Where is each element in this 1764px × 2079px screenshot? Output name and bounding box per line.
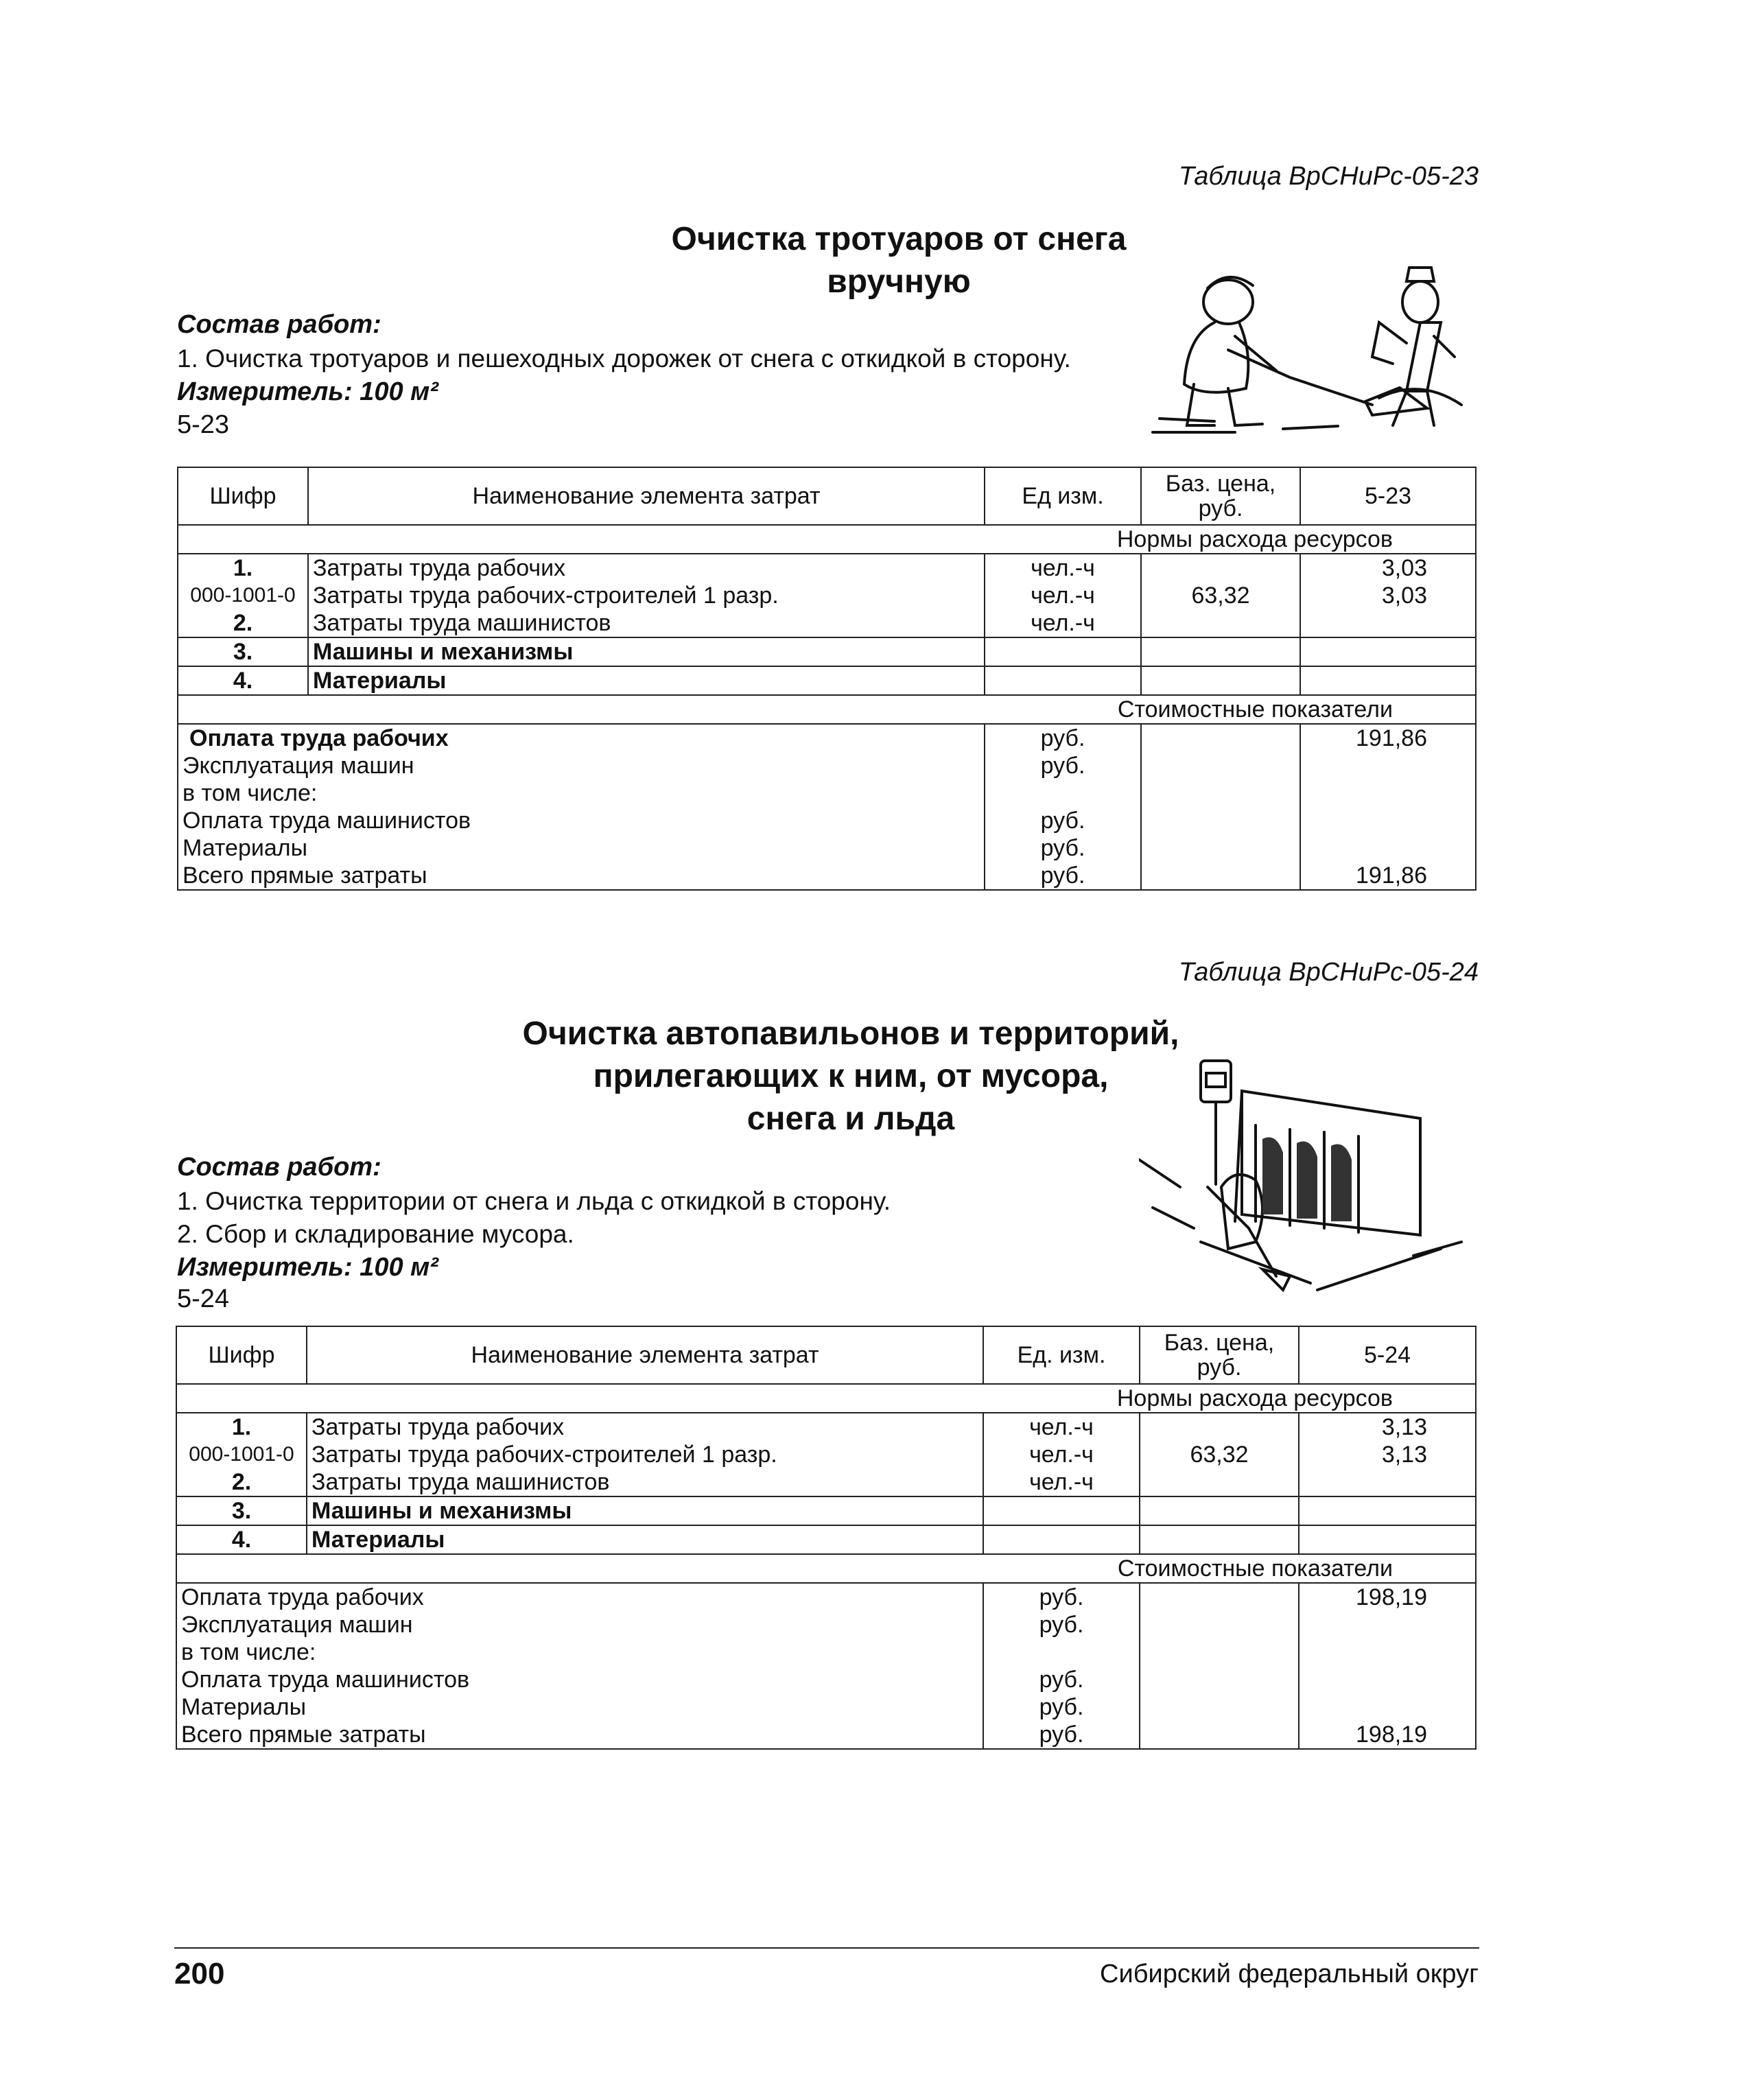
unit-cell: руб. xyxy=(983,1693,1140,1721)
unit-cell xyxy=(985,637,1141,666)
header-cell: Наименование элемента затрат xyxy=(308,467,985,525)
header-cell: 5-23 xyxy=(1300,467,1476,525)
value-cell xyxy=(1299,1611,1476,1638)
header-cell: Баз. цена, руб. xyxy=(1141,467,1300,525)
norm-code: 5-23 xyxy=(177,410,230,439)
price-cell xyxy=(1140,1525,1299,1554)
cost-name-cell: Оплата труда рабочих xyxy=(178,724,985,752)
name-cell: Затраты труда машинистов xyxy=(308,609,985,637)
header-cell: Ед. изм. xyxy=(983,1326,1140,1384)
cost-row xyxy=(178,724,1476,752)
price-cell xyxy=(1141,779,1300,807)
value-cell: 3,13 xyxy=(1299,1441,1476,1468)
code-cell: 2. xyxy=(176,1468,307,1496)
unit-cell: руб. xyxy=(985,807,1141,834)
value-cell xyxy=(1300,752,1476,779)
value-cell: 3,03 xyxy=(1300,554,1476,582)
price-cell xyxy=(1141,752,1300,779)
code-cell: 000-1001-0 xyxy=(176,1441,307,1468)
code-cell: 1. xyxy=(176,1413,307,1441)
unit-cell xyxy=(985,779,1141,807)
code-cell: 1. xyxy=(178,554,308,582)
cost-row xyxy=(176,1721,1476,1749)
cost-row xyxy=(178,834,1476,862)
title-line: вручную xyxy=(827,263,971,300)
value-cell: 198,19 xyxy=(1299,1721,1476,1749)
price-cell xyxy=(1140,1693,1299,1721)
cost-name-cell: Всего прямые затраты xyxy=(176,1721,983,1749)
title-line: прилегающих к ним, от мусора, xyxy=(593,1058,1109,1094)
table-header-row xyxy=(176,1326,1476,1384)
price-cell xyxy=(1140,1413,1299,1441)
cost-row xyxy=(178,752,1476,779)
bus-shelter-illustration xyxy=(1139,1050,1468,1311)
unit-cell xyxy=(983,1638,1140,1666)
table-row xyxy=(176,1525,1476,1554)
cost-row xyxy=(176,1666,1476,1693)
code-cell: 3. xyxy=(178,637,308,666)
header-cell: Ед изм. xyxy=(985,467,1141,525)
value-cell xyxy=(1299,1638,1476,1666)
table-band-row xyxy=(176,1554,1476,1583)
cost-name-cell: Оплата труда рабочих xyxy=(176,1583,983,1611)
table-row xyxy=(176,1496,1476,1525)
value-cell: 198,19 xyxy=(1299,1583,1476,1611)
header-cell: 5-24 xyxy=(1299,1326,1476,1384)
price-cell xyxy=(1140,1468,1299,1496)
work-item: 2. Сбор и складирование мусора. xyxy=(177,1220,574,1248)
table-row xyxy=(178,609,1476,637)
unit-cell: руб. xyxy=(985,834,1141,862)
table-header-row xyxy=(178,467,1476,525)
value-cell xyxy=(1299,1468,1476,1496)
cost-name-cell: Материалы xyxy=(176,1693,983,1721)
cost-name-cell: Всего прямые затраты xyxy=(178,862,985,890)
price-cell xyxy=(1141,807,1300,834)
footer-divider xyxy=(174,1947,1479,1949)
title-line: снега и льда xyxy=(746,1101,955,1137)
name-cell: Затраты труда машинистов xyxy=(307,1468,983,1496)
table-label: Таблица ВрСНиРс-05-24 xyxy=(1178,958,1479,987)
cost-name-cell: Эксплуатация машин xyxy=(176,1611,983,1638)
price-cell xyxy=(1140,1611,1299,1638)
work-composition-label: Состав работ: xyxy=(177,310,381,339)
norms-table xyxy=(177,467,1477,891)
table-band-row xyxy=(178,695,1476,724)
cost-name-cell: Оплата труда машинистов xyxy=(178,807,985,834)
name-cell: Затраты труда рабочих-строителей 1 разр. xyxy=(308,582,985,609)
cost-name-cell: в том числе: xyxy=(178,779,985,807)
measure-unit: Измеритель: 100 м² xyxy=(177,1253,438,1282)
unit-cell xyxy=(983,1525,1140,1554)
cost-row xyxy=(176,1583,1476,1611)
price-cell xyxy=(1140,1721,1299,1749)
name-cell: Машины и механизмы xyxy=(308,637,985,666)
cost-row xyxy=(178,807,1476,834)
header-cell: Баз. цена, руб. xyxy=(1140,1326,1299,1384)
name-cell: Материалы xyxy=(308,666,985,695)
cost-row xyxy=(176,1611,1476,1638)
table-band-row xyxy=(178,525,1476,554)
header-cell: Шифр xyxy=(176,1326,307,1384)
name-cell: Затраты труда рабочих xyxy=(307,1413,983,1441)
title-line: Очистка тротуаров от снега xyxy=(671,221,1127,257)
value-cell xyxy=(1300,834,1476,862)
norms-table xyxy=(176,1326,1477,1750)
cost-row xyxy=(178,862,1476,890)
unit-cell: руб. xyxy=(983,1721,1140,1749)
measure-unit: Измеритель: 100 м² xyxy=(177,377,438,406)
code-cell: 000-1001-0 xyxy=(178,582,308,609)
price-cell xyxy=(1141,666,1300,695)
value-cell xyxy=(1299,1666,1476,1693)
table-row xyxy=(178,554,1476,582)
norm-code: 5-24 xyxy=(177,1284,230,1313)
price-cell: 63,32 xyxy=(1140,1441,1299,1468)
cost-row xyxy=(176,1638,1476,1666)
price-cell xyxy=(1141,609,1300,637)
value-cell xyxy=(1300,807,1476,834)
header-cell: Наименование элемента затрат xyxy=(307,1326,983,1384)
unit-cell: чел.-ч xyxy=(985,554,1141,582)
code-cell: 2. xyxy=(178,609,308,637)
code-cell: 4. xyxy=(176,1525,307,1554)
band-cell: Стоимостные показатели xyxy=(178,695,1476,724)
table-row xyxy=(176,1468,1476,1496)
unit-cell: руб. xyxy=(983,1611,1140,1638)
unit-cell: руб. xyxy=(983,1583,1140,1611)
value-cell: 191,86 xyxy=(1300,862,1476,890)
cost-row xyxy=(176,1693,1476,1721)
price-cell xyxy=(1141,724,1300,752)
table-row xyxy=(176,1413,1476,1441)
value-cell xyxy=(1299,1525,1476,1554)
unit-cell: чел.-ч xyxy=(983,1441,1140,1468)
header-cell: Шифр xyxy=(178,467,308,525)
unit-cell: чел.-ч xyxy=(983,1468,1140,1496)
table-row xyxy=(178,582,1476,609)
value-cell xyxy=(1299,1693,1476,1721)
work-item: 1. Очистка территории от снега и льда с откидкой в сторону. xyxy=(177,1187,891,1215)
table-band-row xyxy=(176,1384,1476,1413)
price-cell xyxy=(1141,862,1300,890)
unit-cell: чел.-ч xyxy=(983,1413,1140,1441)
unit-cell: руб. xyxy=(985,862,1141,890)
region-name: Сибирский федеральный округ xyxy=(1100,1960,1479,1988)
work-composition-label: Состав работ: xyxy=(177,1153,381,1182)
cost-name-cell: Оплата труда машинистов xyxy=(176,1666,983,1693)
table-row xyxy=(178,666,1476,695)
price-cell xyxy=(1141,834,1300,862)
unit-cell xyxy=(983,1496,1140,1525)
name-cell: Затраты труда рабочих xyxy=(308,554,985,582)
price-cell xyxy=(1141,554,1300,582)
value-cell xyxy=(1300,779,1476,807)
unit-cell: чел.-ч xyxy=(985,609,1141,637)
name-cell: Затраты труда рабочих-строителей 1 разр. xyxy=(307,1441,983,1468)
unit-cell: руб. xyxy=(985,724,1141,752)
title-line: Очистка автопавильонов и территорий, xyxy=(522,1015,1179,1052)
work-item: 1. Очистка тротуаров и пешеходных дорожек от снега с откидкой в сторону. xyxy=(177,344,1071,373)
table-row xyxy=(178,637,1476,666)
snow-shoveling-illustration xyxy=(1146,261,1468,446)
value-cell: 191,86 xyxy=(1300,724,1476,752)
cost-name-cell: Эксплуатация машин xyxy=(178,752,985,779)
band-cell: Нормы расхода ресурсов xyxy=(176,1384,1476,1413)
band-cell: Нормы расхода ресурсов xyxy=(178,525,1476,554)
cost-row xyxy=(178,779,1476,807)
price-cell: 63,32 xyxy=(1141,582,1300,609)
price-cell xyxy=(1140,1638,1299,1666)
cost-name-cell: в том числе: xyxy=(176,1638,983,1666)
table-row xyxy=(176,1441,1476,1468)
value-cell xyxy=(1300,666,1476,695)
value-cell xyxy=(1299,1496,1476,1525)
price-cell xyxy=(1141,637,1300,666)
name-cell: Машины и механизмы xyxy=(307,1496,983,1525)
value-cell xyxy=(1300,637,1476,666)
price-cell xyxy=(1140,1666,1299,1693)
cost-name-cell: Материалы xyxy=(178,834,985,862)
price-cell xyxy=(1140,1496,1299,1525)
code-cell: 3. xyxy=(176,1496,307,1525)
price-cell xyxy=(1140,1583,1299,1611)
band-cell: Стоимостные показатели xyxy=(176,1554,1476,1583)
unit-cell: чел.-ч xyxy=(985,582,1141,609)
value-cell xyxy=(1300,609,1476,637)
page-number: 200 xyxy=(174,1957,225,1990)
value-cell: 3,03 xyxy=(1300,582,1476,609)
unit-cell: руб. xyxy=(983,1666,1140,1693)
unit-cell: руб. xyxy=(985,752,1141,779)
name-cell: Материалы xyxy=(307,1525,983,1554)
unit-cell xyxy=(985,666,1141,695)
value-cell: 3,13 xyxy=(1299,1413,1476,1441)
code-cell: 4. xyxy=(178,666,308,695)
table-label: Таблица ВрСНиРс-05-23 xyxy=(1178,162,1479,191)
